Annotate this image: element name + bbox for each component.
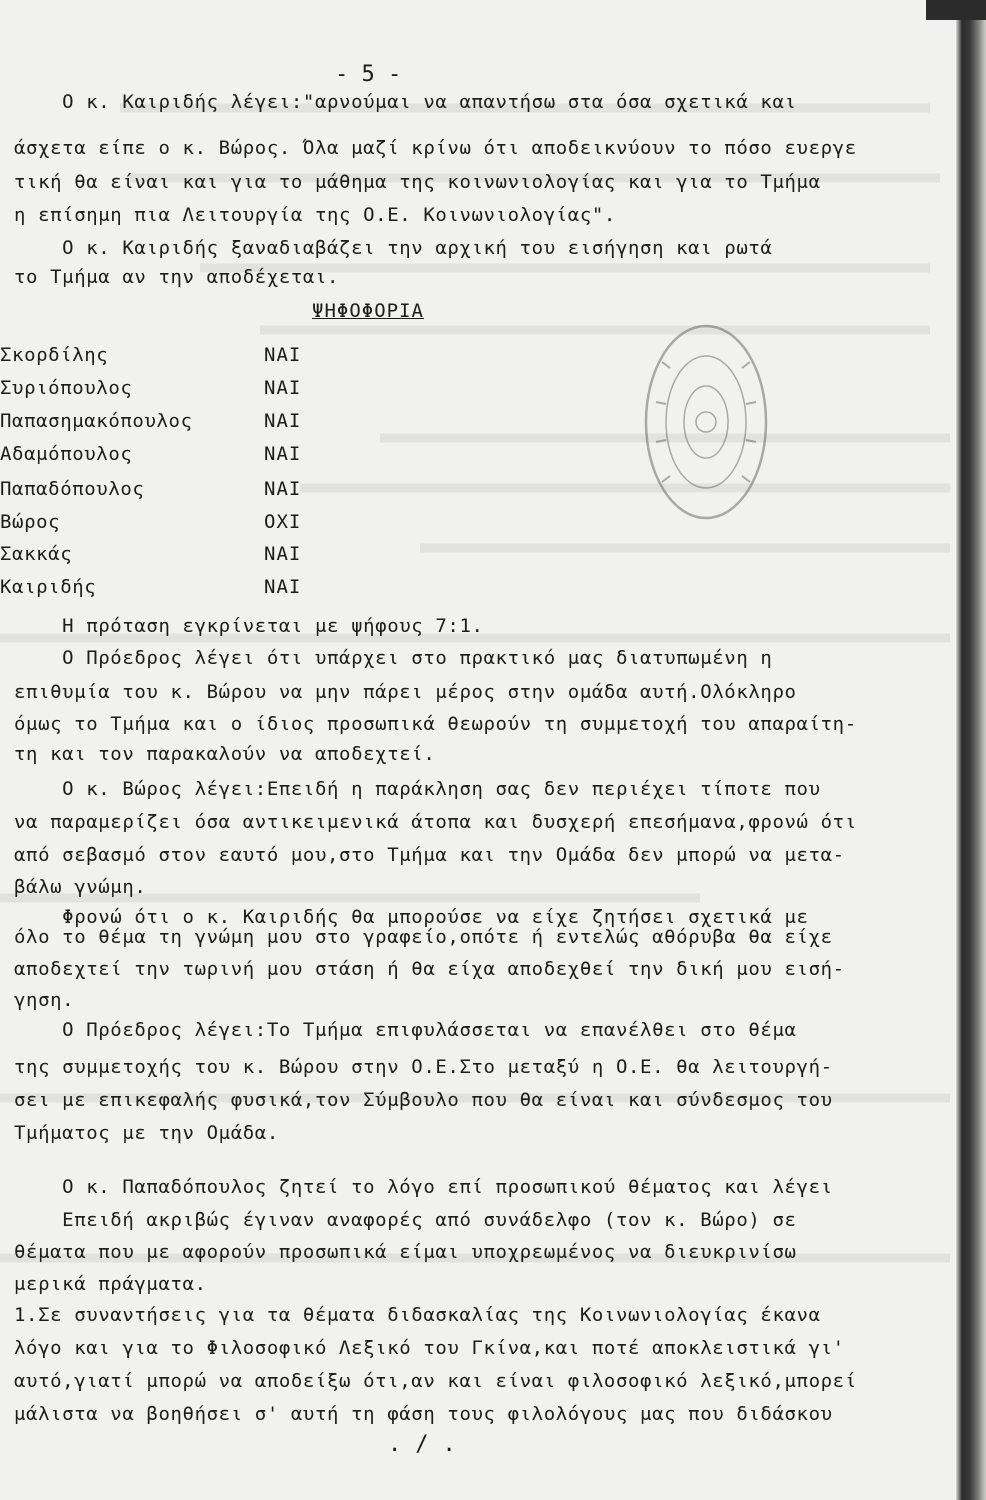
text-line: αποδεχτεί την τωρινή μου στάση ή θα είχα αποδεχθεί την δική μου εισή- — [14, 958, 845, 980]
text-line: Φρονώ ότι ο κ. Καιριδής θα μπορούσε να είχε ζητήσει σχετικά με — [14, 906, 809, 928]
vote-value: ΝΑΙ — [264, 478, 302, 500]
vote-name: Συριόπουλος — [0, 377, 133, 399]
vote-value: ΝΑΙ — [264, 344, 302, 366]
text-line: το Τμήμα αν την αποδέχεται. — [14, 266, 340, 288]
scan-corner-shadow — [926, 0, 986, 20]
vote-name: Σακκάς — [0, 543, 73, 565]
text-line: Επειδή ακριβώς έγιναν αναφορές από συνάδελφο (τον κ. Βώρο) σε — [14, 1209, 797, 1231]
text-line: 1.Σε συναντήσεις για τα θέματα διδασκαλίας της Κοινωνιολογίας έκανα — [14, 1304, 821, 1326]
text-line: Τμήματος με την Ομάδα. — [14, 1122, 279, 1144]
vote-value: ΝΑΙ — [264, 410, 302, 432]
text-line: όμως το Τμήμα και ο ίδιος προσωπικά θεωρούν τη συμμετοχή του απαραίτη- — [14, 713, 857, 735]
text-line: μερικά πράγματα. — [14, 1273, 207, 1295]
text-line: επιθυμία του κ. Βώρου να μην πάρει μέρος στην ομάδα αυτή.Ολόκληρο — [14, 681, 797, 703]
vote-name: Καιριδής — [0, 576, 97, 598]
text-line: βάλω γνώμη. — [14, 876, 147, 898]
text-line: όλο το θέμα τη γνώμη μου στο γραφείο,οπότε ή εντελώς αθόρυβα θα είχε — [14, 926, 833, 948]
page-number: - 5 - — [335, 62, 402, 87]
vote-name: Παπαδόπουλος — [0, 478, 145, 500]
vote-heading: ΨΗΦΟΦΟΡΙΑ — [312, 300, 424, 322]
vote-name: Αδαμόπουλος — [0, 443, 133, 465]
text-line: Ο κ. Καιριδής ξαναδιαβάζει την αρχική του εισήγηση και ρωτά — [14, 237, 773, 259]
text-line: μάλιστα να βοηθήσει σ' αυτή τη φάση τους φιλολόγους μας που διδάσκου — [14, 1403, 833, 1425]
text-line: λόγο και για το Φιλοσοφικό Λεξικό του Γκίνα,και ποτέ αποκλειστικά γι' — [14, 1337, 845, 1359]
text-line: Ο κ. Παπαδόπουλος ζητεί το λόγο επί προσωπικού θέματος και λέγει — [14, 1176, 833, 1198]
text-line: Ο Πρόεδρος λέγει ότι υπάρχει στο πρακτικό μας διατυπωμένη η — [14, 647, 773, 669]
text-line: από σεβασμό στον εαυτό μου,στο Τμήμα και την Ομάδα δεν μπορώ να μετα- — [14, 844, 845, 866]
text-line: σει με επικεφαλής φυσικά,τον Σύμβουλο που θα είναι και σύνδεσμος του — [14, 1089, 833, 1111]
text-line: Ο κ. Βώρος λέγει:Επειδή η παράκληση σας δεν περιέχει τίποτε που — [14, 778, 821, 800]
text-line: γηση. — [14, 989, 75, 1011]
text-line: της συμμετοχής του κ. Βώρου στην Ο.Ε.Στο μεταξύ η Ο.Ε. θα λειτουργή- — [14, 1056, 833, 1078]
text-line: αυτό,γιατί μπορώ να αποδείξω ότι,αν και είναι φιλοσοφικό λεξικό,μπορεί — [14, 1370, 857, 1392]
vote-value: ΝΑΙ — [264, 543, 302, 565]
vote-name: Βώρος — [0, 511, 61, 533]
text-line: η επίσημη πια Λειτουργία της Ο.Ε. Κοινωνιολογίας". — [14, 204, 616, 226]
vote-name: Παπασημακόπουλος — [0, 410, 193, 432]
text-line: Η πρόταση εγκρίνεται με ψήφους 7:1. — [14, 615, 484, 637]
text-line: Ο κ. Καιριδής λέγει:"αρνούμαι να απαντήσω στα όσα σχετικά και — [14, 91, 797, 113]
text-line: τη και τον παρακαλούν να αποδεχτεί. — [14, 743, 436, 765]
vote-value: ΝΑΙ — [264, 576, 302, 598]
vote-name: Σκορδίλης — [0, 344, 109, 366]
text-line: άσχετα είπε ο κ. Βώρος. Όλα μαζί κρίνω ότι αποδεικνύουν το πόσο ευεργε — [14, 137, 857, 159]
text-line: να παραμερίζει όσα αντικειμενικά άτοπα και δυσχερή επεσήμανα,φρονώ ότι — [14, 811, 857, 833]
scan-edge-shadow — [956, 0, 986, 1500]
vote-value: ΝΑΙ — [264, 443, 302, 465]
text-line: θέματα που με αφορούν προσωπικά είμαι υποχρεωμένος να διευκρινίσω — [14, 1241, 797, 1263]
continuation-mark: ./. — [388, 1432, 470, 1457]
text-line: Ο Πρόεδρος λέγει:Το Τμήμα επιφυλάσσεται να επανέλθει στο θέμα — [14, 1019, 797, 1041]
vote-value: ΝΑΙ — [264, 377, 302, 399]
official-stamp — [642, 322, 770, 522]
text-line: τική θα είναι και για το μάθημα της κοινωνιολογίας και για το Τμήμα — [14, 171, 821, 193]
vote-value: ΟΧΙ — [264, 511, 302, 533]
